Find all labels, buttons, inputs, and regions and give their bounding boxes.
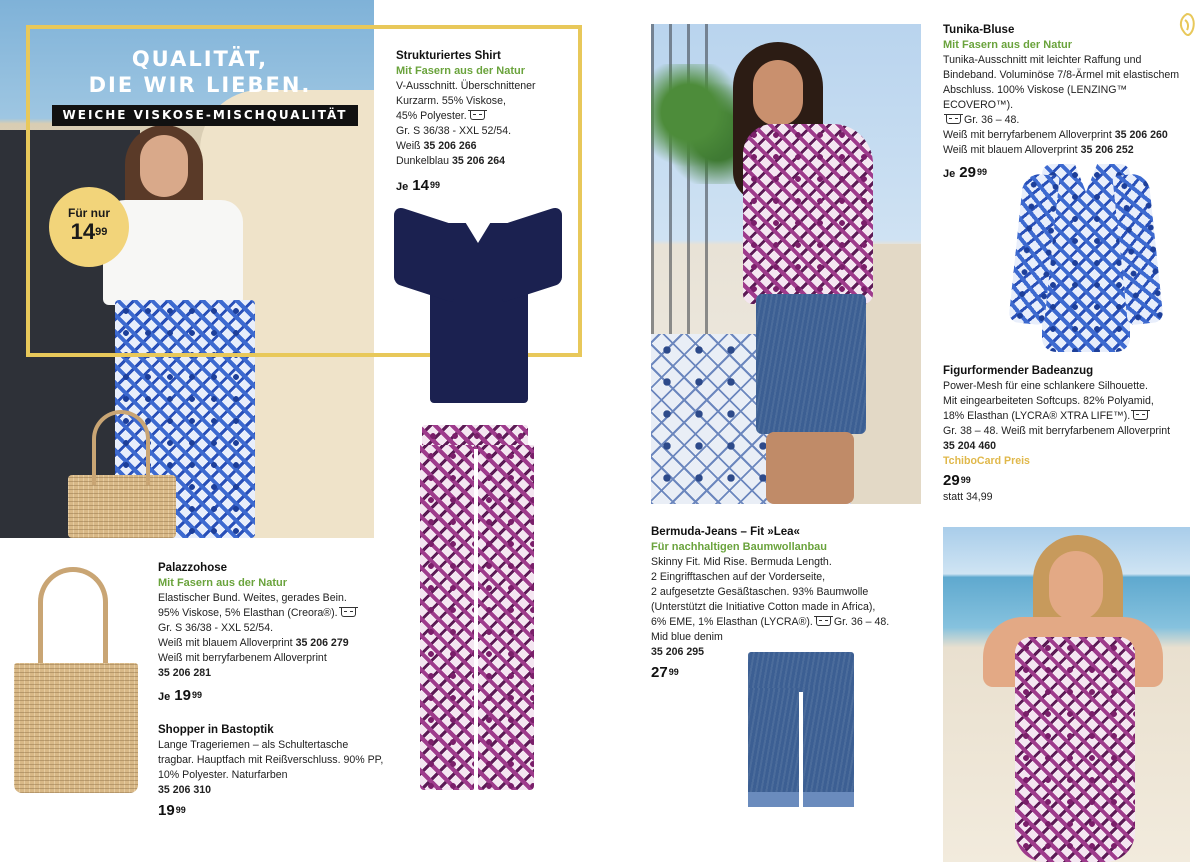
price-badge-label: Für nur xyxy=(68,206,110,220)
tunika-line2: Bindeband. Voluminöse 7/8-Ärmel mit elastischem xyxy=(943,69,1180,81)
wash-icon xyxy=(341,607,356,617)
wash-icon xyxy=(1133,410,1148,420)
palazzo-color2: Weiß mit berryfarbenem Alloverprint xyxy=(158,652,327,664)
palazzo-line2: 95% Viskose, 5% Elasthan (Creora®). xyxy=(158,607,338,619)
shirt-line3: 45% Polyester. xyxy=(396,110,467,122)
shirt-art2: 35 206 264 xyxy=(451,155,505,167)
jeans-waist xyxy=(748,652,854,692)
shopper-price-int: 19 xyxy=(158,802,175,819)
price-badge-dec: 99 xyxy=(95,226,108,238)
hero-bag-handle xyxy=(92,410,150,485)
shirt-sleeve-right xyxy=(502,205,562,302)
jeans-line2: 2 Eingrifftaschen auf der Vorderseite, xyxy=(651,571,826,583)
palazzo-title: Palazzohose xyxy=(158,562,228,574)
tunika-line3: Abschluss. 100% Viskose (LENZING™ ECOVERO™). xyxy=(943,84,1128,111)
jeans-right-leg xyxy=(803,688,854,807)
palazzo-line2-row xyxy=(158,606,408,621)
hero-headline-line2: DIE WIR LIEBEN. xyxy=(88,73,312,97)
swimsuit-line1: Power-Mesh für eine schlankere Silhouette. xyxy=(943,380,1148,392)
pants-image xyxy=(420,425,535,790)
jeans-art: 35 206 295 xyxy=(651,646,705,658)
shirt-color2: Dunkelblau xyxy=(396,155,450,167)
palazzo-line3: Gr. S 36/38 - XXL 52/54. xyxy=(158,622,274,634)
shirt-line2: Kurzarm. 55% Viskose, xyxy=(396,95,506,107)
swimsuit-line3-row xyxy=(943,409,1198,424)
shirt-color2-row xyxy=(396,154,586,169)
jeans-left-cuff xyxy=(748,792,799,807)
shopper-info xyxy=(158,722,418,820)
jeans-line4: (Unterstützt die Initiative Cotton made in Africa), xyxy=(651,601,876,613)
palazzo-color1: Weiß mit blauem Alloverprint xyxy=(158,637,293,649)
swimsuit-title: Figurformender Badeanzug xyxy=(943,365,1094,377)
palazzo-price xyxy=(158,687,408,706)
tunika-color2: Weiß mit blauem Alloverprint xyxy=(943,144,1078,156)
shirt-tagline: Mit Fasern aus der Natur xyxy=(396,65,525,77)
shirt-line3-row xyxy=(396,109,586,124)
tunika-color1-row xyxy=(943,128,1198,143)
jeans-tagline: Für nachhaltigen Baumwollanbau xyxy=(651,541,828,553)
tunika-art2: 35 206 252 xyxy=(1080,144,1134,156)
swimsuit-tchibocard: TchiboCard Preis xyxy=(943,455,1030,467)
tunika-color1: Weiß mit berryfarbenem Alloverprint xyxy=(943,129,1112,141)
jeans-line5: 6% EME, 1% Elasthan (LYCRA®). xyxy=(651,616,813,628)
swimsuit-line3: 18% Elasthan (LYCRA® XTRA LIFE™). xyxy=(943,410,1131,422)
shirt-sleeve-left xyxy=(394,205,454,302)
tunika-tagline: Mit Fasern aus der Natur xyxy=(943,39,1072,51)
jeans-right-cuff xyxy=(803,792,854,807)
price-badge xyxy=(49,187,129,267)
jeans-title: Bermuda-Jeans – Fit »Lea« xyxy=(651,526,800,538)
jeans-line3: 2 aufgesetzte Gesäßtaschen. 93% Baumwolle xyxy=(651,586,869,598)
tunika-title: Tunika-Bluse xyxy=(943,24,1015,36)
tunika-price-prefix: Je xyxy=(943,168,956,180)
shopper-price-dec: 99 xyxy=(175,805,186,815)
palazzo-price-prefix: Je xyxy=(158,691,171,703)
price-badge-value xyxy=(49,220,129,244)
jeans-price-int: 27 xyxy=(651,664,668,681)
wash-icon xyxy=(946,114,961,124)
jeans-line1: Skinny Fit. Mid Rise. Bermuda Length. xyxy=(651,556,832,568)
jeans-left-leg xyxy=(748,688,799,807)
tunika-info xyxy=(943,22,1198,183)
shirt-price-dec: 99 xyxy=(429,180,440,190)
jeans-image xyxy=(748,652,854,807)
shopper-image xyxy=(14,565,138,793)
swimsuit-price-int: 29 xyxy=(943,472,960,489)
tunika-art1: 35 206 260 xyxy=(1114,129,1168,141)
swimsuit-line2: Mit eingearbeiteten Softcups. 82% Polyamid, xyxy=(943,395,1154,407)
swimsuit-art: 35 204 460 xyxy=(943,440,997,452)
price-badge-int: 14 xyxy=(70,219,96,244)
swimsuit-old-price: statt 34,99 xyxy=(943,491,993,503)
jeans-model-photo xyxy=(651,24,921,504)
tunika-line4-row xyxy=(943,113,1198,128)
shirt-color1-row xyxy=(396,139,586,154)
hero-banner: WEICHE VISKOSE-MISCHQUALITÄT xyxy=(52,105,358,126)
jeans-price-dec: 99 xyxy=(668,667,679,677)
palazzo-price-dec: 99 xyxy=(191,690,202,700)
shopper-title: Shopper in Bastoptik xyxy=(158,724,274,736)
shopper-bag xyxy=(14,663,138,793)
palazzo-price-int: 19 xyxy=(174,687,191,704)
shirt-art1: 35 206 266 xyxy=(423,140,477,152)
shirt-color1: Weiß xyxy=(396,140,421,152)
shirt-line1: V-Ausschnitt. Überschnittener xyxy=(396,80,536,92)
shirt-price xyxy=(396,177,586,196)
shopper-handle xyxy=(38,567,108,677)
palazzo-art2: 35 206 281 xyxy=(158,667,212,679)
tunika-line1: Tunika-Ausschnitt mit leichter Raffung und xyxy=(943,54,1142,66)
tunika-price-int: 29 xyxy=(959,164,976,181)
swim-model-swimsuit xyxy=(1015,637,1135,862)
hero-headline-line1: QUALITÄT, xyxy=(131,47,269,71)
swimsuit-line4: Gr. 38 – 48. Weiß mit berryfarbenem Alloverprint xyxy=(943,425,1171,437)
jeans-model-legs xyxy=(766,432,854,504)
swimsuit-price xyxy=(943,472,1198,490)
shopper-line1: Lange Trageriemen – als Schultertasche xyxy=(158,739,349,751)
shopper-art: 35 206 310 xyxy=(158,784,212,796)
shopper-line2: tragbar. Hauptfach mit Reißverschluss. 90% PP, xyxy=(158,754,384,766)
palazzo-line1: Elastischer Bund. Weites, gerades Bein. xyxy=(158,592,347,604)
palazzo-color1-row xyxy=(158,636,408,651)
shirt-title: Strukturiertes Shirt xyxy=(396,50,501,62)
tunika-image xyxy=(1016,160,1156,352)
shirt-image xyxy=(394,205,562,405)
jeans-model-shorts xyxy=(756,294,866,434)
wash-icon xyxy=(816,616,831,626)
plant xyxy=(651,64,746,184)
shirt-info xyxy=(396,48,586,196)
tunika-price-dec: 99 xyxy=(976,167,987,177)
shopper-line3: 10% Polyester. Naturfarben xyxy=(158,769,288,781)
jeans-line5-row xyxy=(651,615,931,630)
hero-headline xyxy=(60,46,340,98)
pants-left-leg xyxy=(420,445,474,790)
swimsuit-price-dec: 99 xyxy=(960,475,971,485)
swimsuit-photo xyxy=(943,527,1190,862)
swim-model-face xyxy=(1049,551,1103,621)
jeans-model-blouse xyxy=(743,124,873,304)
palazzo-tagline: Mit Fasern aus der Natur xyxy=(158,577,287,589)
tunika-color2-row xyxy=(943,143,1198,158)
shirt-price-int: 14 xyxy=(412,177,429,194)
pants-right-leg xyxy=(478,445,534,790)
shirt-price-prefix: Je xyxy=(396,181,409,193)
palazzo-art1: 35 206 279 xyxy=(295,637,349,649)
jeans-line6: Mid blue denim xyxy=(651,631,723,643)
jeans-line5b: Gr. 36 – 48. xyxy=(833,616,890,628)
shopper-price xyxy=(158,802,418,820)
wash-icon xyxy=(470,110,485,120)
palazzo-info xyxy=(158,560,408,706)
tunika-line4: Gr. 36 – 48. xyxy=(964,114,1020,126)
swimsuit-info xyxy=(943,363,1198,505)
shirt-line4: Gr. S 36/38 - XXL 52/54. xyxy=(396,125,512,137)
jeans-model-face xyxy=(753,60,803,126)
